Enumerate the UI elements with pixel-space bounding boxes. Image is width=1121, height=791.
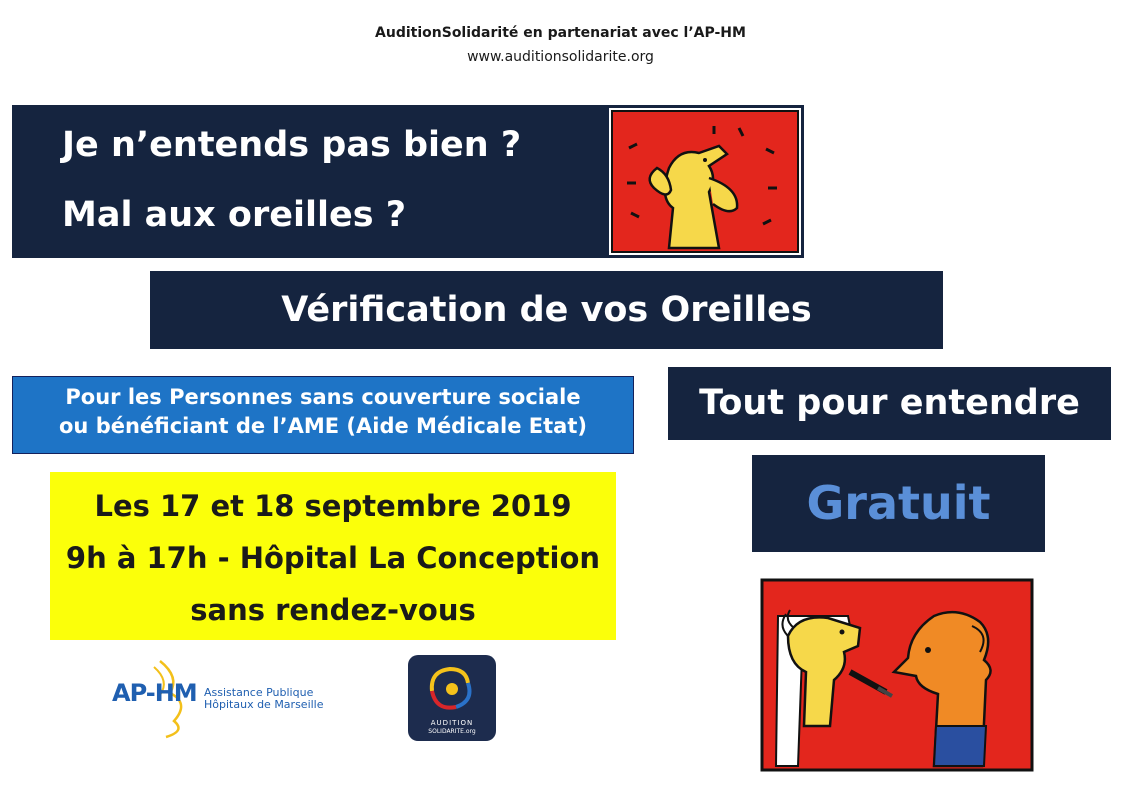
aphm-wordmark: AP-HM	[112, 679, 197, 707]
event-info-box	[50, 472, 616, 640]
ear-pain-illustration	[609, 108, 801, 255]
website-url: www.auditionsolidarite.org	[467, 49, 654, 65]
event-time-place: 9h à 17h - Hôpital La Conception	[65, 541, 601, 575]
aphm-tagline-line-1: Assistance Publique	[204, 686, 314, 699]
hero-question-ear-pain: Mal aux oreilles ?	[62, 195, 407, 235]
event-note: sans rendez-vous	[190, 593, 476, 627]
target-audience-line-1: Pour les Personnes sans couverture sociale	[65, 385, 581, 409]
gratuit-banner: Gratuit	[752, 455, 1045, 552]
aphm-tagline	[204, 687, 324, 711]
aphm-logo	[108, 657, 348, 741]
aphm-tagline-line-2: Hôpitaux de Marseille	[204, 698, 324, 711]
ear-pain-drawing	[609, 108, 801, 255]
target-audience-box	[12, 376, 634, 454]
verification-banner: Vérification de vos Oreilles	[150, 271, 943, 349]
audition-logo-text: AUDITION	[430, 719, 474, 727]
tout-pour-entendre-banner: Tout pour entendre	[668, 367, 1111, 440]
hero-banner	[12, 105, 804, 258]
ear-exam-illustration	[758, 576, 1036, 774]
organizer-line: AuditionSolidarité en partenariat avec l’AP-HM	[375, 25, 746, 41]
ear-exam-drawing	[758, 576, 1036, 774]
target-audience-line-2: ou bénéficiant de l’AME (Aide Médicale Etat)	[59, 414, 587, 438]
hero-question-hearing: Je n’entends pas bien ?	[62, 125, 522, 165]
audition-solidarite-logo	[408, 655, 496, 741]
audition-logo-subtext: SOLIDARITE.org	[428, 728, 476, 735]
event-dates: Les 17 et 18 septembre 2019	[94, 489, 572, 523]
audition-swirl-icon	[422, 661, 482, 717]
